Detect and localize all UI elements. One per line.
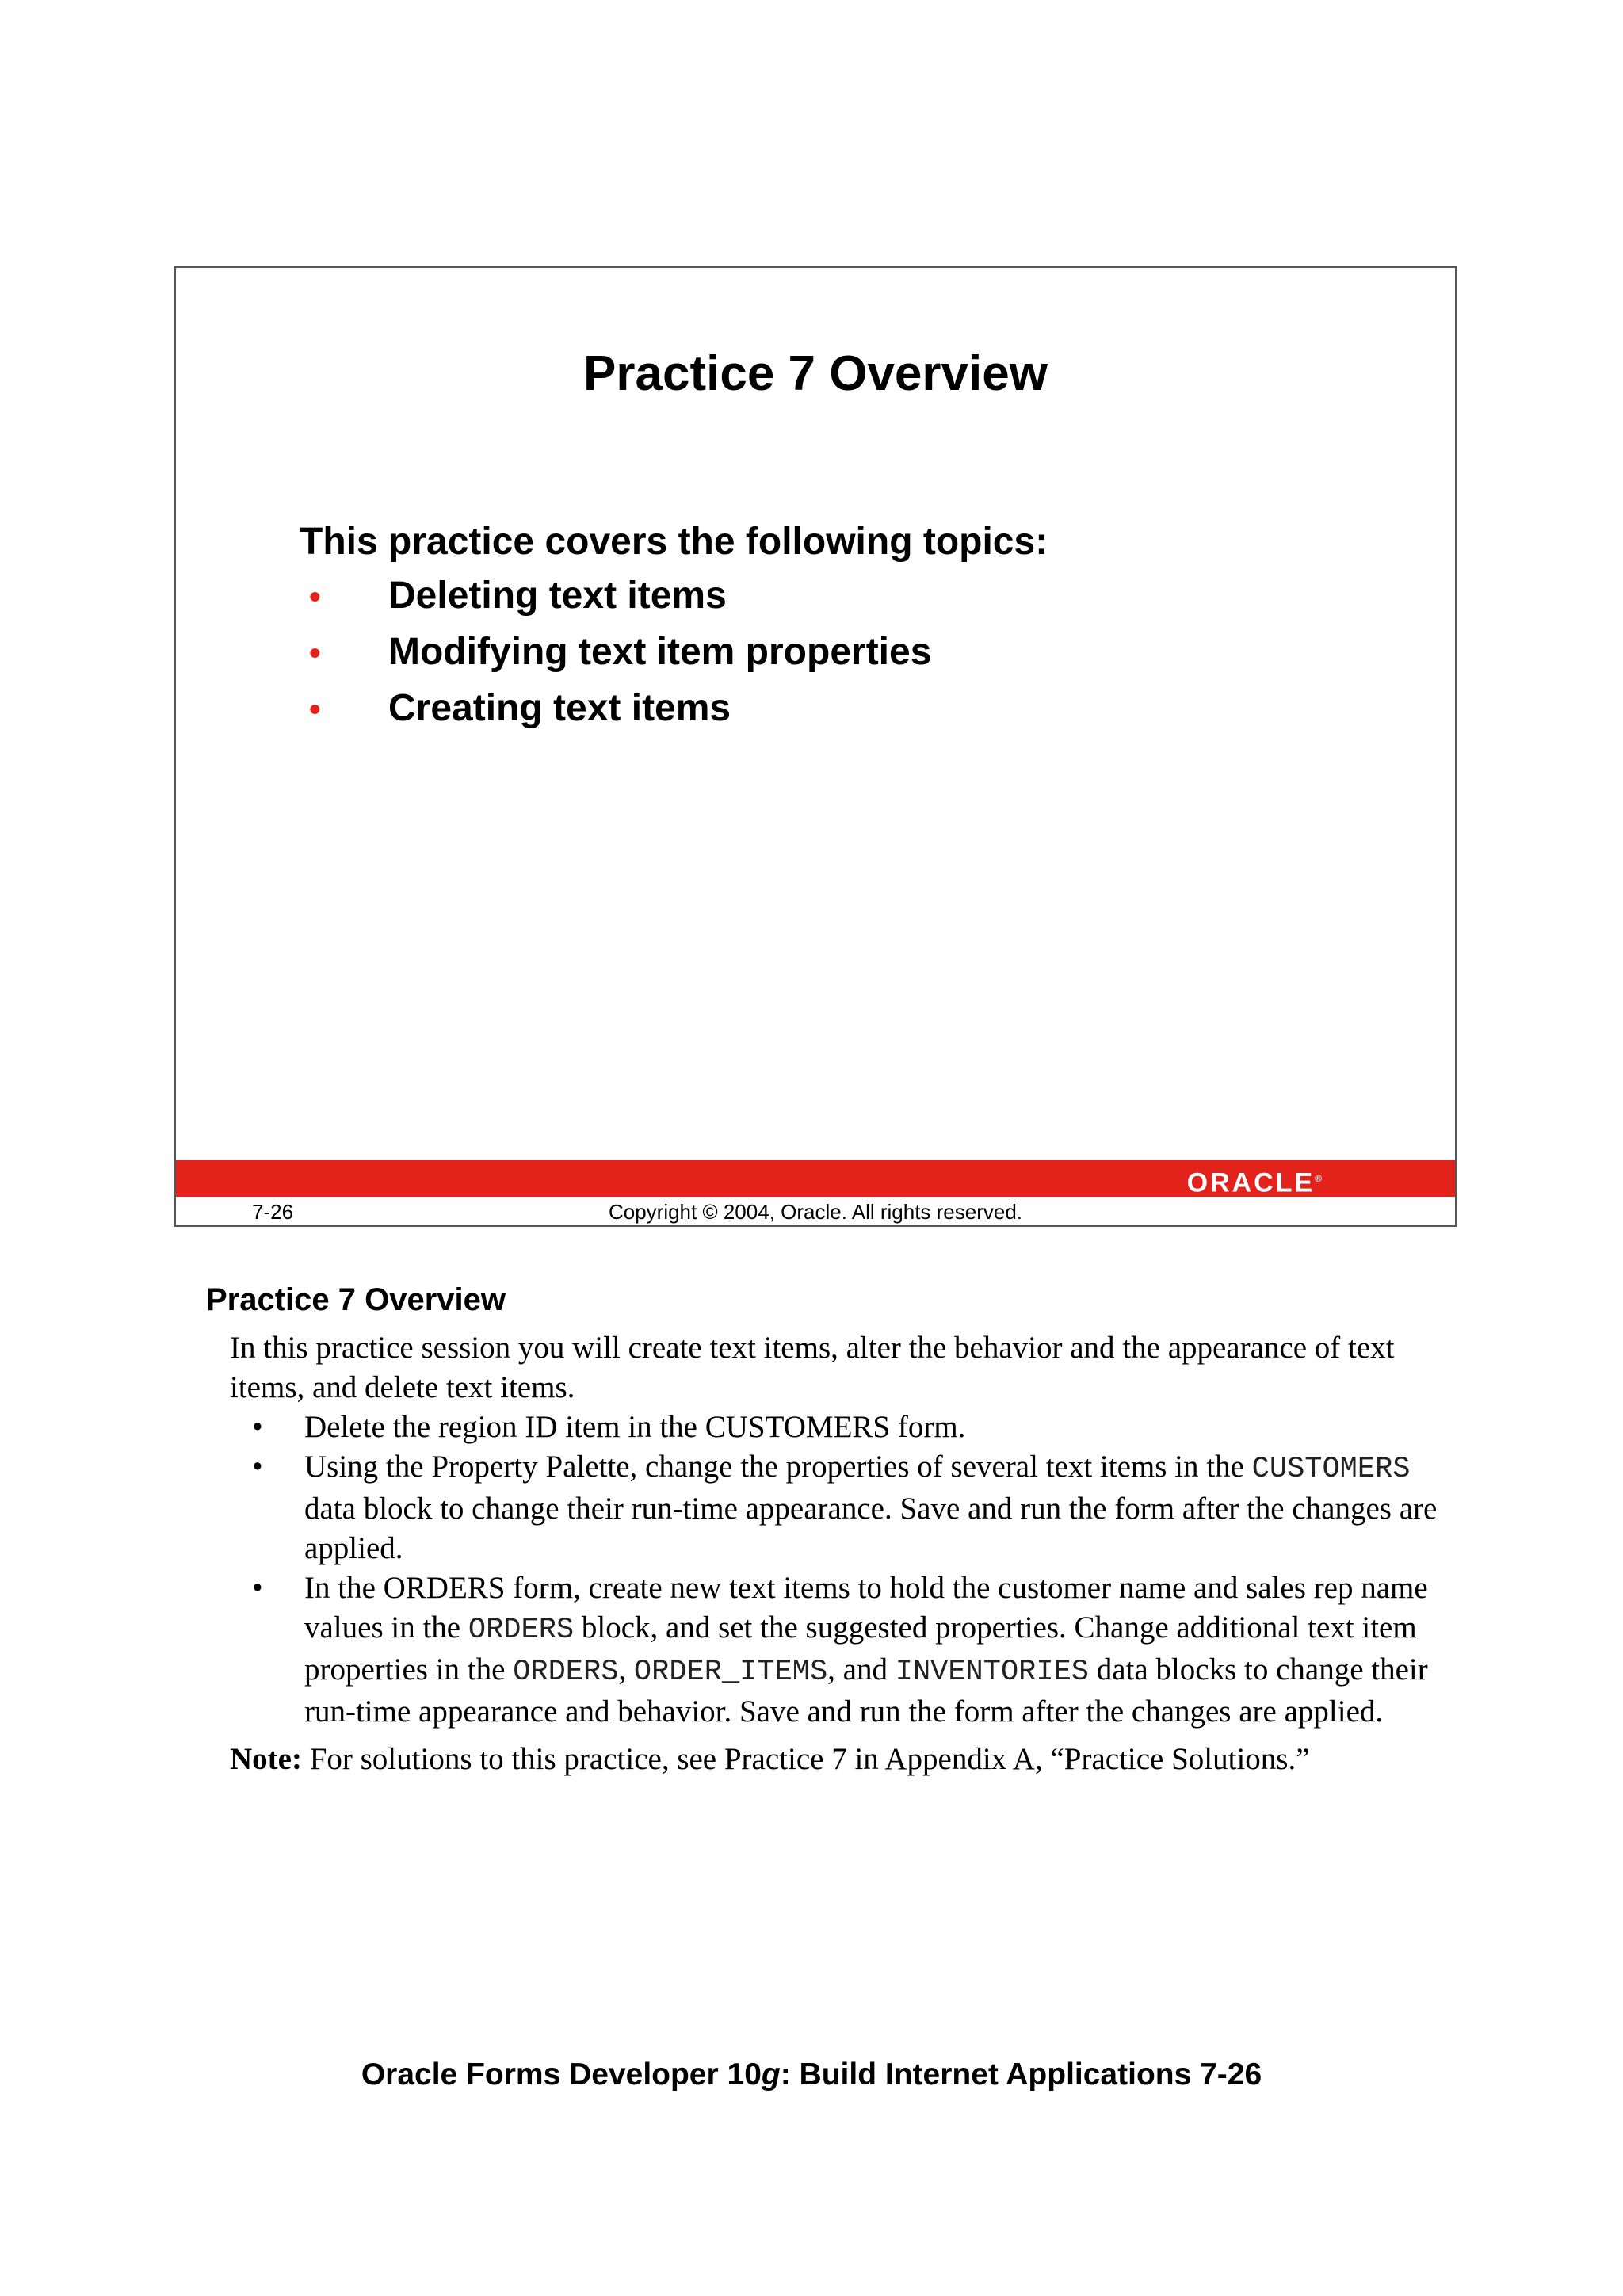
code-identifier: ORDERS [468, 1614, 575, 1647]
slide-bullet-item: • Deleting text items [309, 575, 727, 617]
code-identifier: ORDER_ITEMS [633, 1656, 828, 1689]
notes-list [230, 1408, 1450, 1732]
slide-bullet-item: • Creating text items [309, 687, 731, 729]
bullet-icon: • [252, 1571, 263, 1605]
slide-footer [176, 1197, 1455, 1227]
notes-list-item: • In the ORDERS form, create new text items to hold the customer name and sales rep name values in the ORDERS block, and set the suggested properties. Change additional text item properties in the ORDERS, ORDER_ITEMS, and INVENTORIES data blocks to change their run-time appearance and behavior. Save and run the form after the changes are applied. [230, 1568, 1450, 1732]
bullet-icon: • [309, 634, 321, 671]
slide-frame [174, 266, 1457, 1227]
slide-title: Practice 7 Overview [583, 346, 1048, 401]
bullet-icon: • [252, 1450, 263, 1484]
slide-bullet-list [309, 574, 931, 743]
page-footer: Oracle Forms Developer 10g: Build Internet Applications 7-26 [361, 2057, 1262, 2092]
oracle-logo: ORACLE® [1186, 1167, 1322, 1198]
slide-number: 7-26 [252, 1200, 294, 1224]
notes-list-item: • Delete the region ID item in the CUSTOMERS form. [230, 1408, 1450, 1447]
oracle-brand-bar [176, 1160, 1455, 1197]
code-identifier: CUSTOMERS [1251, 1453, 1411, 1486]
bullet-icon: • [309, 578, 321, 615]
notes-body [230, 1328, 1450, 1779]
bullet-icon: • [252, 1410, 263, 1444]
code-identifier: INVENTORIES [895, 1656, 1089, 1689]
note-line: Note: For solutions to this practice, see Practice 7 in Appendix A, “Practice Solutions.” [230, 1742, 1310, 1776]
bullet-icon: • [309, 690, 321, 728]
note-label: Note: [230, 1742, 302, 1776]
copyright-notice: Copyright © 2004, Oracle. All rights reserved. [608, 1200, 1023, 1224]
notes-list-item: • Using the Property Palette, change the properties of several text items in the CUSTOMERS data block to change their run-time appearance. Save and run the form after the changes are applied. [230, 1447, 1450, 1568]
code-identifier: ORDERS [513, 1656, 619, 1689]
notes-intro: In this practice session you will create text items, alter the behavior and the appearance of text items, and delete text items. [230, 1331, 1395, 1404]
slide-bullet-item: • Modifying text item properties [309, 631, 932, 673]
notes-heading: Practice 7 Overview [206, 1282, 506, 1317]
slide-intro: This practice covers the following topics: [300, 521, 1048, 563]
